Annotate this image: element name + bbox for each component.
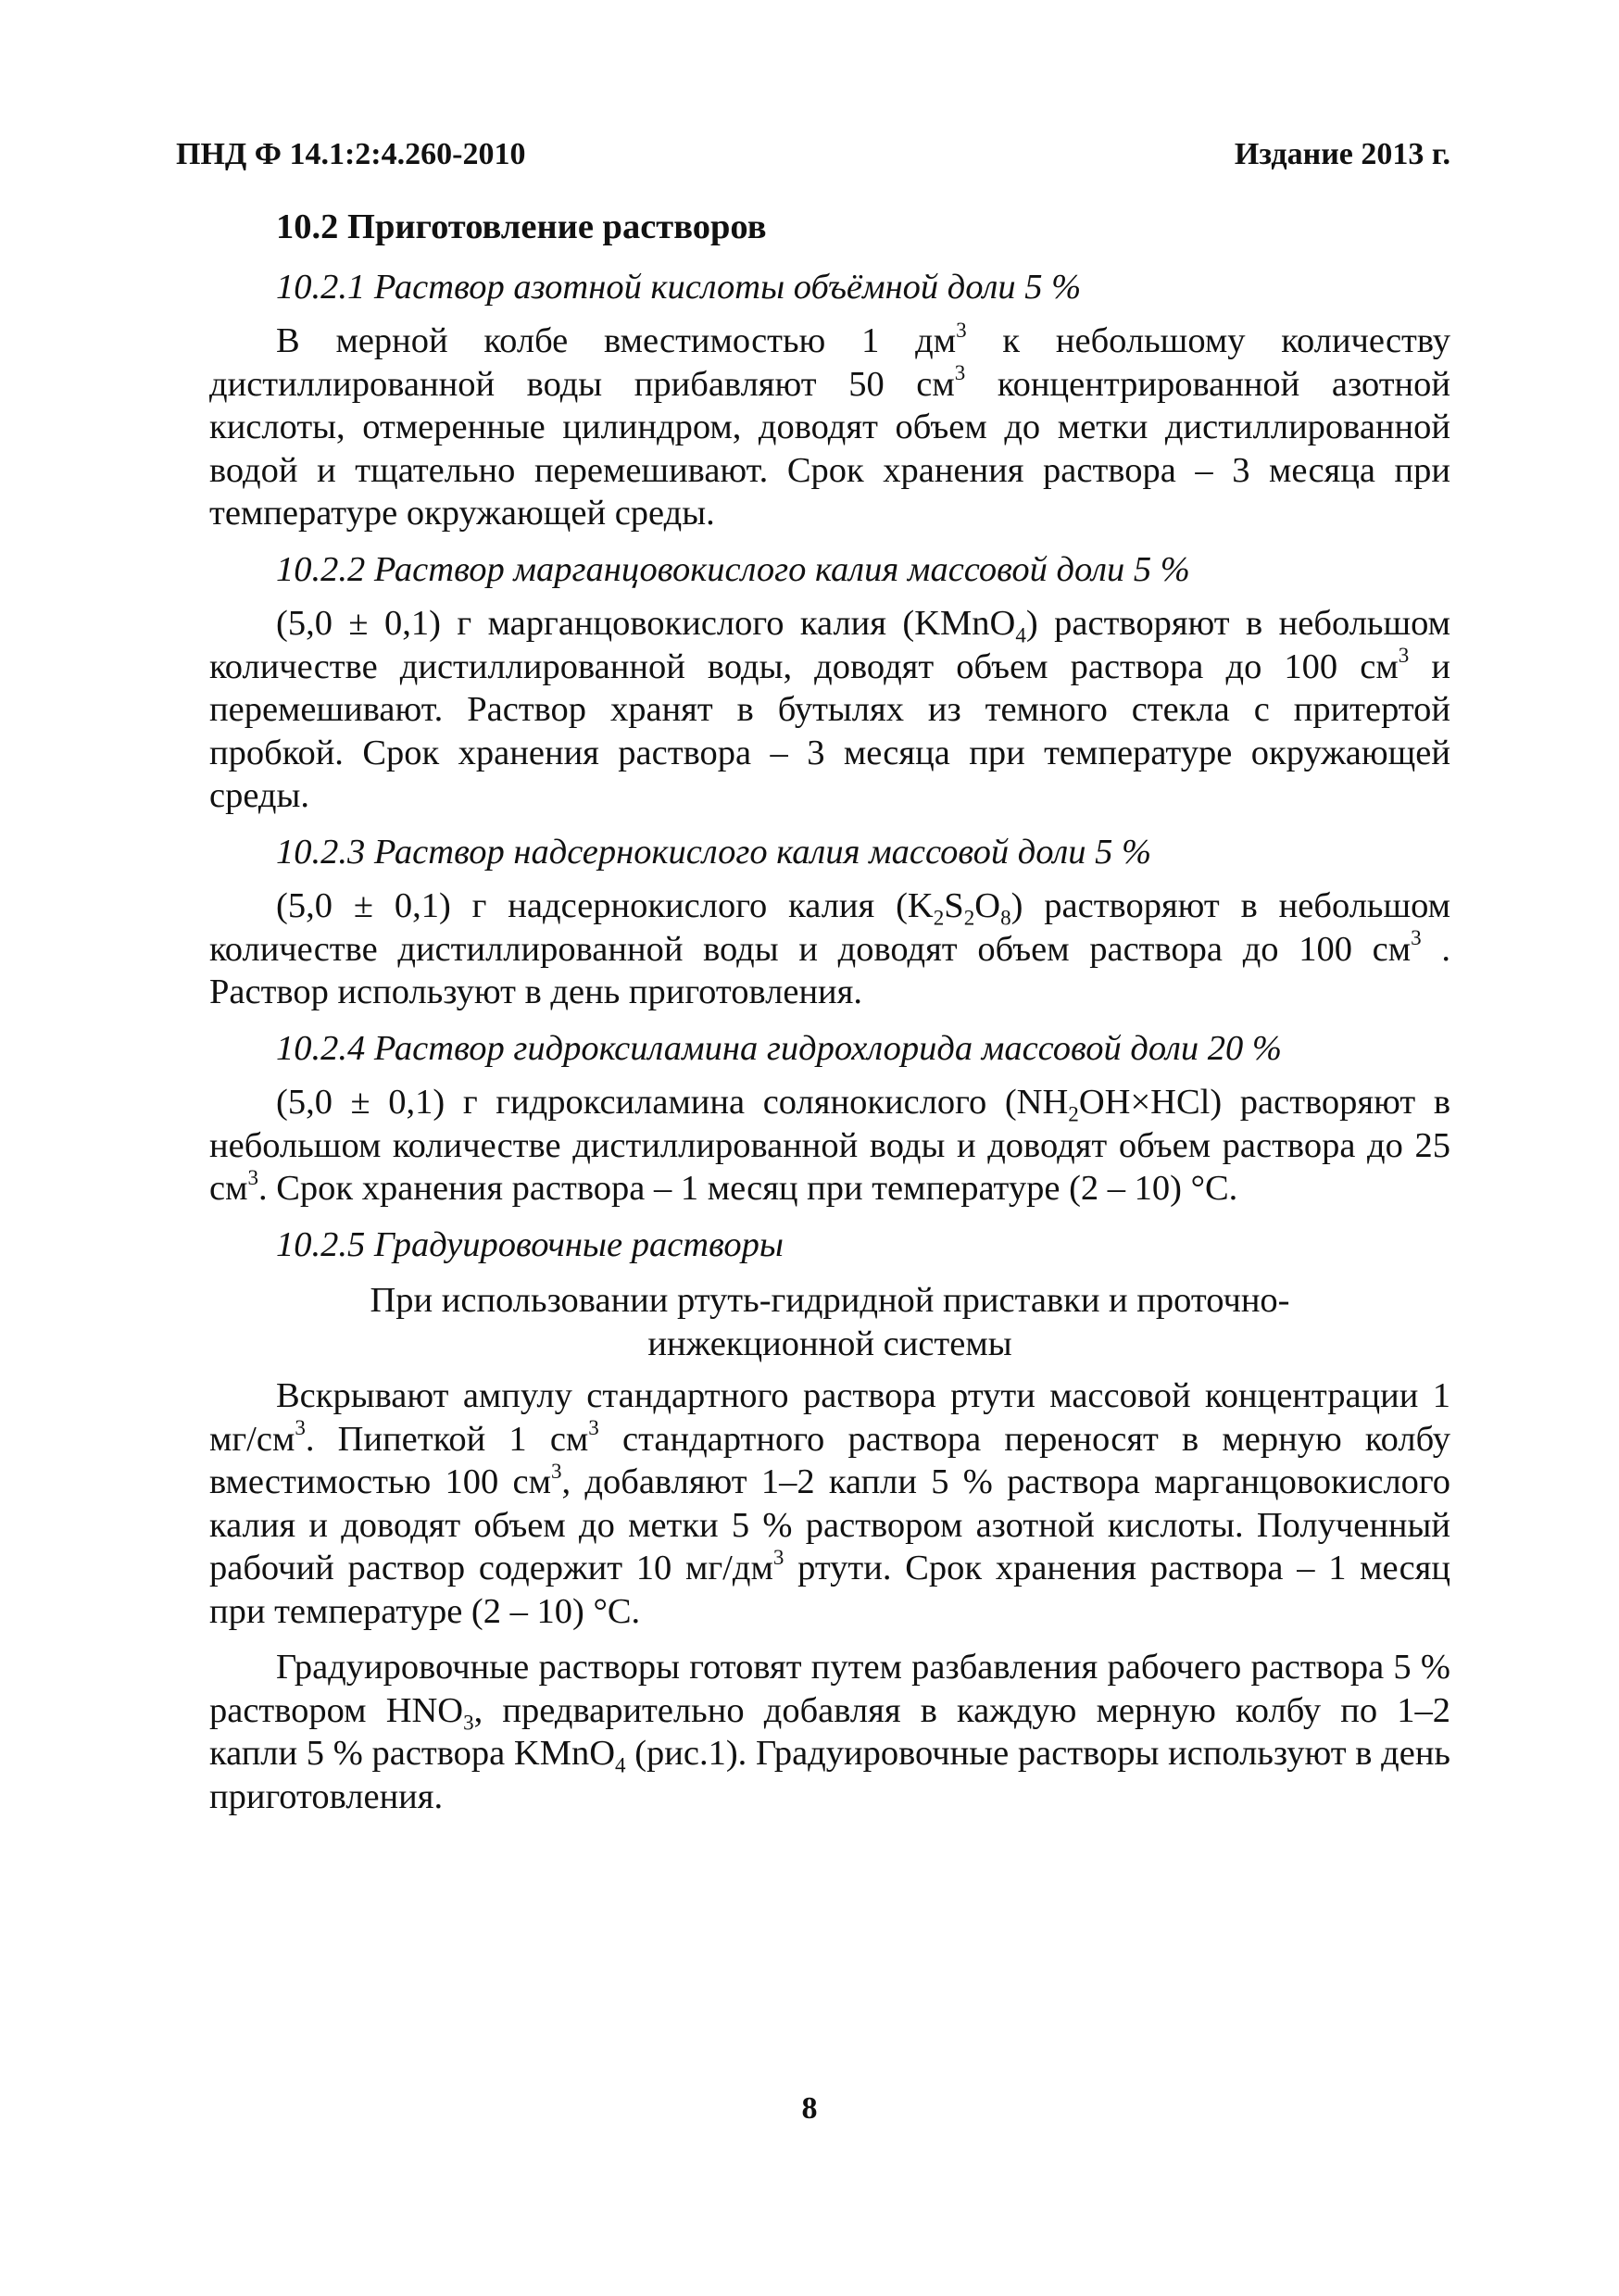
text-run: , добавляют 1–2 капли 5 % раствора марганцовокислого калия и доводят объем до метки 5 % раствором азотной кислоты. Полученный рабочий раствор содержит 10 мг/дм [209,1462,1450,1587]
subsection-title-10-2-2: 10.2.2 Раствор марганцовокислого калия массовой доли 5 % [276,549,1190,589]
text-run: (5,0 ± 0,1) г надсернокислого калия (K [276,886,934,925]
text-run: (5,0 ± 0,1) г гидроксиламина солянокислого (NH [276,1083,1069,1122]
superscript: 3 [247,1164,258,1189]
text-run: ) растворяют в небольшом количестве дистиллированной воды, доводят объем раствора до 100 см [209,604,1450,686]
edition-label: Издание 2013 г. [1234,137,1450,171]
paragraph-hydroxylamine [209,1081,1450,1211]
centered-heading-line-2: инжекционной системы [647,1324,1012,1363]
text-run: Вскрывают ампулу стандартного раствора ртути массовой концентрации 1 мг/см [209,1376,1450,1459]
text-run: O [974,886,1001,925]
superscript: 3 [1411,925,1422,950]
subsection-title-10-2-5: 10.2.5 Градуировочные растворы [276,1224,784,1264]
centered-heading-line-1: При использовании ртуть-гидридной приставки и проточно- [370,1281,1290,1320]
text-run: . Пипеткой 1 см [305,1419,589,1459]
page-header [176,137,1450,178]
subsection-title-10-2-4: 10.2.4 Раствор гидроксиламина гидрохлорида массовой доли 20 % [276,1028,1282,1068]
text-run: (5,0 ± 0,1) г марганцовокислого калия (KMnO [276,604,1016,643]
paragraph-potassium-persulfate [209,885,1450,1014]
subsection-title-10-2-1: 10.2.1 Раствор азотной кислоты объёмной доли 5 % [276,267,1082,307]
text-run: S [944,886,964,925]
text-run: стандартного раствора переносят в мерную колбу вместимостью 100 см [209,1419,1450,1501]
text-run: , предварительно добавляя в каждую мерную колбу по 1–2 капли 5 % раствора KMnO [209,1690,1450,1773]
paragraph-calibration-solutions [209,1646,1450,1818]
text-run: . Раствор используют в день приготовления. [209,929,1450,1011]
subscript: 8 [1000,905,1011,930]
paragraph-potassium-permanganate [209,602,1450,818]
text-run: ) растворяют в небольшом количестве дистиллированной воды и доводят объем раствора до 100 см [209,886,1451,969]
subscript: 2 [1068,1101,1079,1126]
section-title: 10.2 Приготовление растворов [276,207,767,246]
text-run: ртути. Срок хранения раствора – 1 месяц при температуре (2 – 10) °С. [209,1549,1450,1631]
paragraph-working-solution [209,1374,1450,1633]
subscript: 2 [963,905,975,930]
text-run: к небольшому количеству дистиллированной воды прибавляют 50 см [209,321,1450,404]
superscript: 3 [1398,643,1410,668]
subscript: 3 [463,1710,474,1735]
text-run: и перемешивают. Раствор хранят в бутылях из темного стекла с притертой пробкой. Срок хранения раствора – 3 месяца при температуре окружающей среды. [209,646,1450,815]
subscript: 4 [1015,622,1026,647]
superscript: 3 [295,1415,306,1440]
page-number: 8 [801,2091,818,2126]
text-run: В мерной колбе вместимостью 1 дм [276,321,957,360]
superscript: 3 [954,360,966,385]
superscript: 3 [956,317,967,342]
text-run: Градуировочные растворы готовят путем разбавления рабочего раствора 5 % раствором HNO [209,1648,1450,1730]
centered-heading [209,1279,1450,1365]
superscript: 3 [588,1415,599,1440]
text-run: (рис.1). Градуировочные растворы используют в день приготовления. [209,1734,1450,1816]
superscript: 3 [550,1458,562,1483]
text-run: . Срок хранения раствора – 1 месяц при температуре (2 – 10) °С. [258,1169,1238,1208]
text-run: OH×HCl) растворяют в небольшом количестве дистиллированной воды и доводят объем раствора до 25 см [209,1083,1451,1208]
paragraph-nitric-acid [209,317,1450,535]
text-run: концентрированной азотной кислоты, отмеренные цилиндром, доводят объем до метки дистиллированной водой и тщательно перемешивают. Срок хранения раствора – 3 месяца при температуре окружающей среды. [209,364,1450,533]
document-code: ПНД Ф 14.1:2:4.260-2010 [176,137,526,171]
document-body [209,206,1450,1831]
subsection-title-10-2-3: 10.2.3 Раствор надсернокислого калия массовой доли 5 % [276,832,1152,872]
superscript: 3 [772,1544,784,1569]
subscript: 2 [933,905,945,930]
subscript: 4 [615,1752,626,1777]
